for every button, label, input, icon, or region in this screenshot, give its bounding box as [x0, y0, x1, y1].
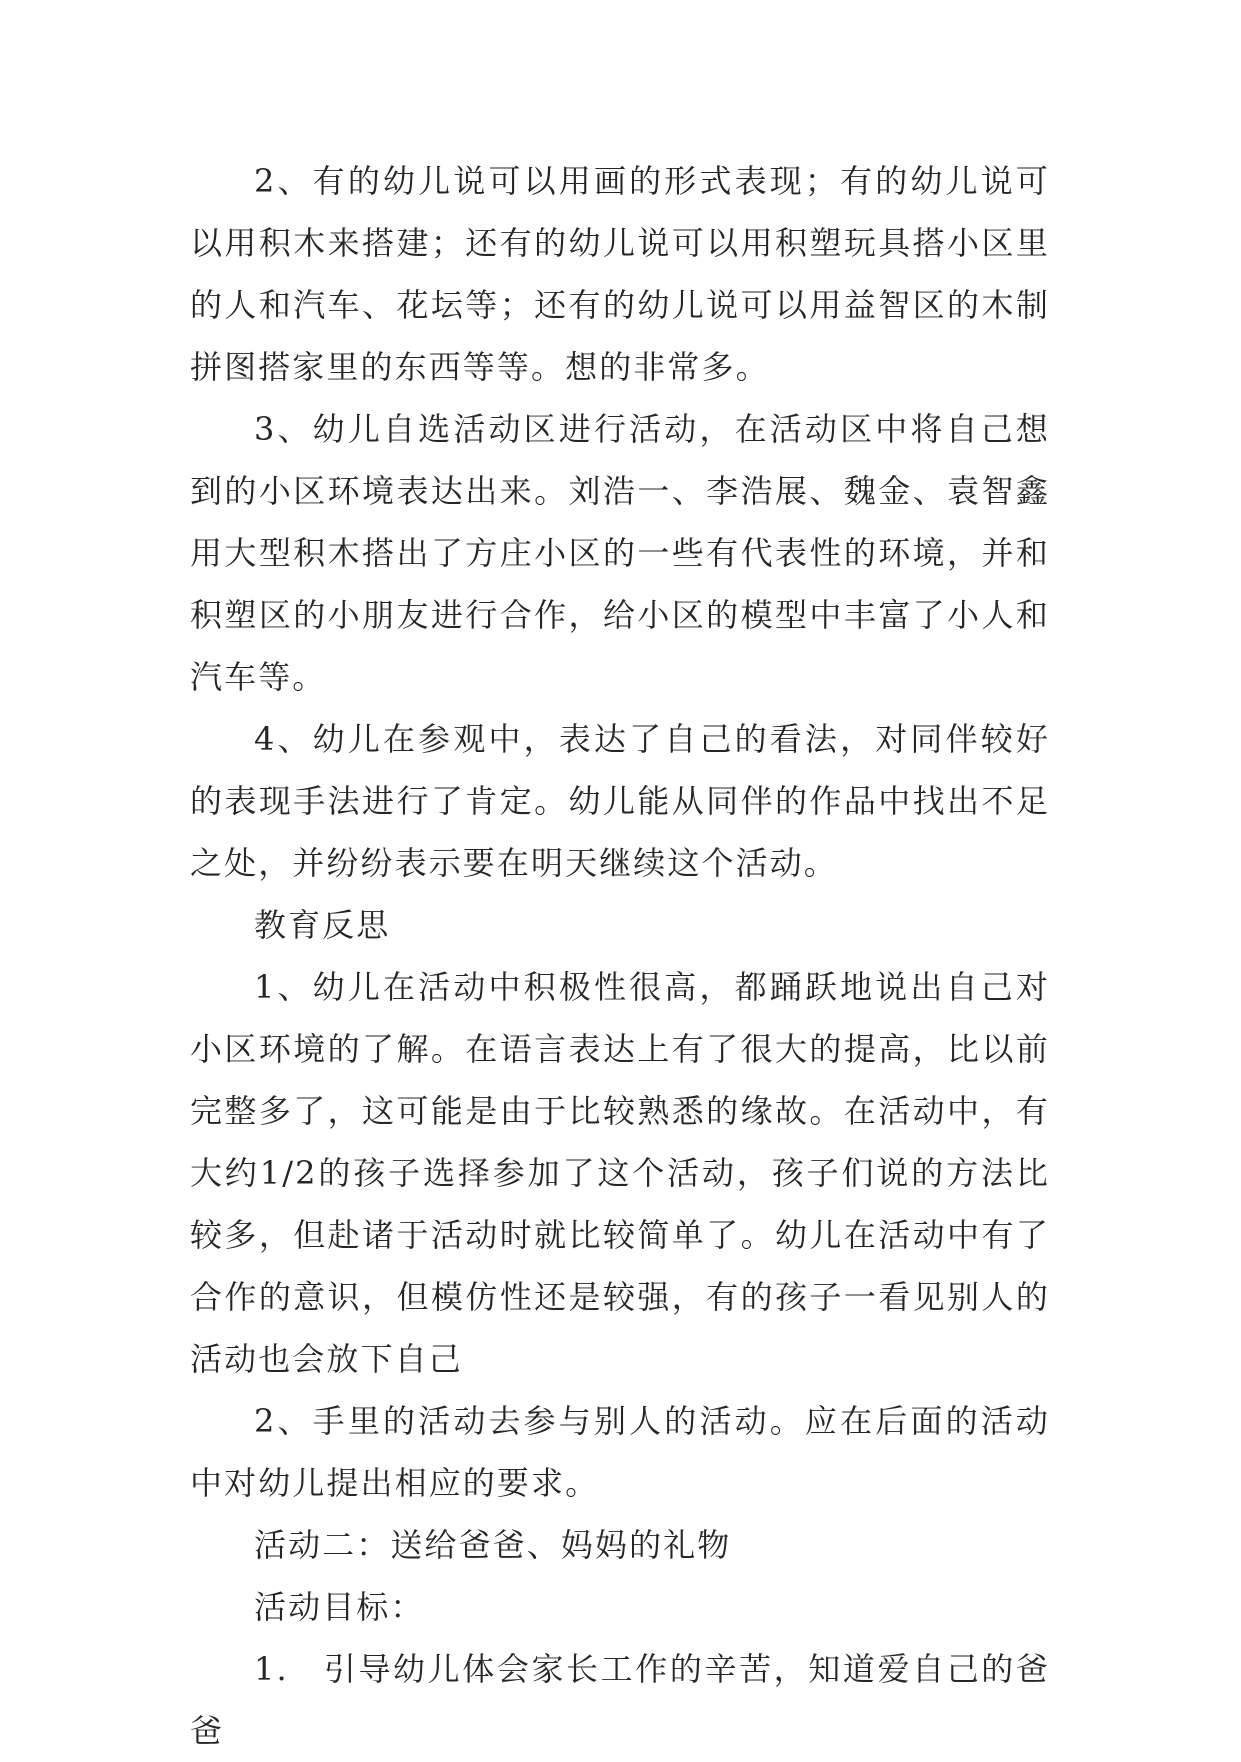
activity-goals-heading: 活动目标： — [254, 1588, 425, 1626]
section-heading-education-reflection: 教育反思 — [254, 906, 391, 944]
paragraph-3-activity-area: 3、幼儿自选活动区进行活动，在活动区中将自己想到的小区环境表达出来。刘浩一、李浩展、魏金、袁智鑫用大型积木搭出了方庄小区的一些有代表性的环境，并和积塑区的小朋友进行合作，给小区的模型中丰富了小人和汽车等。 — [190, 410, 1050, 696]
activity-goal-1: 1. 引导幼儿体会家长工作的辛苦，知道爱自己的爸爸 — [190, 1650, 1050, 1750]
paragraph-4-visit: 4、幼儿在参观中，表达了自己的看法，对同伴较好的表现手法进行了肯定。幼儿能从同伴的作品中找出不足之处，并纷纷表示要在明天继续这个活动。 — [190, 720, 1050, 882]
paragraph-2-methods: 2、有的幼儿说可以用画的形式表现；有的幼儿说可以用积木来搭建；还有的幼儿说可以用积塑玩具搭小区里的人和汽车、花坛等；还有的幼儿说可以用益智区的木制拼图搭家里的东西等等。想的非常多。 — [190, 162, 1050, 386]
activity-two-title: 活动二：送给爸爸、妈妈的礼物 — [254, 1526, 732, 1564]
reflection-paragraph-1: 1、幼儿在活动中积极性很高，都踊跃地说出自己对小区环境的了解。在语言表达上有了很大的提高，比以前完整多了，这可能是由于比较熟悉的缘故。在活动中，有大约1/2的孩子选择参加了这个活动，孩子们说的方法比较多，但赴诸于活动时就比较简单了。幼儿在活动中有了合作的意识，但模仿性还是较强，有的孩子一看见别人的活动也会放下自己 — [190, 968, 1050, 1378]
reflection-paragraph-2: 2、手里的活动去参与别人的活动。应在后面的活动中对幼儿提出相应的要求。 — [190, 1402, 1050, 1502]
document-body — [190, 150, 1050, 1762]
